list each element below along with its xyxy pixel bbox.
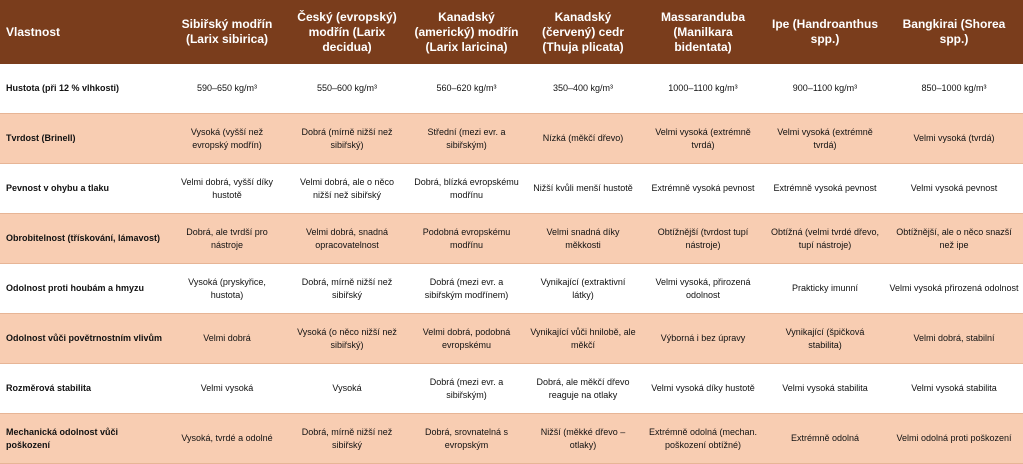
table-cell: Střední (mezi evr. a sibiřským) — [408, 114, 525, 164]
header-row — [0, 0, 1023, 64]
table-cell: Velmi dobrá, vyšší díky hustotě — [168, 164, 286, 214]
header-cell-red-cedar: Kanadský (červený) cedr (Thuja plicata) — [525, 0, 641, 64]
table-cell: Vysoká — [286, 364, 408, 414]
table-cell: Velmi dobrá, ale o něco nižší než sibiřský — [286, 164, 408, 214]
header-cell-european-larch: Český (evropský) modřín (Larix decidua) — [286, 0, 408, 64]
table-cell: Dobrá (mírně nižší než sibiřský) — [286, 114, 408, 164]
table-cell: Velmi vysoká díky hustotě — [641, 364, 765, 414]
table-cell: 550–600 kg/m³ — [286, 64, 408, 114]
table-cell: Vynikající vůči hnilobě, ale měkčí — [525, 314, 641, 364]
table-cell: Velmi snadná díky měkkosti — [525, 214, 641, 264]
table-cell: Vysoká (pryskyřice, hustota) — [168, 264, 286, 314]
table-cell: Velmi vysoká přirozená odolnost — [885, 264, 1023, 314]
table-cell: Velmi vysoká (extrémně tvrdá) — [641, 114, 765, 164]
table-row — [0, 414, 1023, 464]
table-cell: Velmi vysoká pevnost — [885, 164, 1023, 214]
table-cell: Vysoká (o něco nižší než sibiřský) — [286, 314, 408, 364]
table-cell: Dobrá (mezi evr. a sibiřským) — [408, 364, 525, 414]
table-cell: 1000–1100 kg/m³ — [641, 64, 765, 114]
row-property-label: Rozměrová stabilita — [0, 364, 168, 414]
row-property-label: Obrobitelnost (třískování, lámavost) — [0, 214, 168, 264]
table-cell: Velmi vysoká (extrémně tvrdá) — [765, 114, 885, 164]
table-cell: Extrémně odolná — [765, 414, 885, 464]
table-cell: Extrémně vysoká pevnost — [765, 164, 885, 214]
table-row — [0, 314, 1023, 364]
table-cell: Obtížnější (tvrdost tupí nástroje) — [641, 214, 765, 264]
table-cell: Vynikající (extraktivní látky) — [525, 264, 641, 314]
header-cell-bangkirai: Bangkirai (Shorea spp.) — [885, 0, 1023, 64]
table-cell: Prakticky imunní — [765, 264, 885, 314]
table-cell: Podobná evropskému modřínu — [408, 214, 525, 264]
table-cell: Vysoká, tvrdé a odolné — [168, 414, 286, 464]
table-cell: Velmi vysoká stabilita — [765, 364, 885, 414]
header-cell-american-larch: Kanadský (americký) modřín (Larix laricina) — [408, 0, 525, 64]
row-property-label: Mechanická odolnost vůči poškození — [0, 414, 168, 464]
table-cell: 590–650 kg/m³ — [168, 64, 286, 114]
table-cell: Velmi dobrá — [168, 314, 286, 364]
table-cell: Nižší kvůli menší hustotě — [525, 164, 641, 214]
row-property-label: Tvrdost (Brinell) — [0, 114, 168, 164]
table-cell: 900–1100 kg/m³ — [765, 64, 885, 114]
row-property-label: Hustota (při 12 % vlhkosti) — [0, 64, 168, 114]
table-cell: Dobrá, ale tvrdší pro nástroje — [168, 214, 286, 264]
table-row — [0, 364, 1023, 414]
row-property-label: Odolnost vůči povětrnostním vlivům — [0, 314, 168, 364]
header-cell-property: Vlastnost — [0, 0, 168, 64]
table-cell: Velmi vysoká (tvrdá) — [885, 114, 1023, 164]
table-cell: Velmi dobrá, snadná opracovatelnost — [286, 214, 408, 264]
table-cell: Vysoká (vyšší než evropský modřín) — [168, 114, 286, 164]
table-cell: Velmi vysoká stabilita — [885, 364, 1023, 414]
table-cell: Dobrá, blízká evropskému modřínu — [408, 164, 525, 214]
table-cell: Extrémně odolná (mechan. poškození obtížné) — [641, 414, 765, 464]
row-property-label: Pevnost v ohybu a tlaku — [0, 164, 168, 214]
table-cell: Dobrá (mezi evr. a sibiřským modřínem) — [408, 264, 525, 314]
row-property-label: Odolnost proti houbám a hmyzu — [0, 264, 168, 314]
table-row — [0, 114, 1023, 164]
table-cell: Velmi dobrá, stabilní — [885, 314, 1023, 364]
table-header — [0, 0, 1023, 64]
table-cell: Nižší (měkké dřevo – otlaky) — [525, 414, 641, 464]
table-cell: Dobrá, mírně nižší než sibiřský — [286, 414, 408, 464]
table-row — [0, 264, 1023, 314]
table-cell: 850–1000 kg/m³ — [885, 64, 1023, 114]
table-body — [0, 64, 1023, 464]
header-cell-massaranduba: Massaranduba (Manilkara bidentata) — [641, 0, 765, 64]
table-cell: Obtížnější, ale o něco snazší než ipe — [885, 214, 1023, 264]
table-row — [0, 64, 1023, 114]
header-cell-siberian-larch: Sibiřský modřín (Larix sibirica) — [168, 0, 286, 64]
table-cell: Extrémně vysoká pevnost — [641, 164, 765, 214]
table-cell: Velmi vysoká, přirozená odolnost — [641, 264, 765, 314]
table-cell: Vynikající (špičková stabilita) — [765, 314, 885, 364]
table-cell: Dobrá, srovnatelná s evropským — [408, 414, 525, 464]
table-cell: Nízká (měkčí dřevo) — [525, 114, 641, 164]
table-cell: Obtížná (velmi tvrdé dřevo, tupí nástroje) — [765, 214, 885, 264]
header-cell-ipe: Ipe (Handroanthus spp.) — [765, 0, 885, 64]
table-row — [0, 164, 1023, 214]
table-cell: Velmi vysoká — [168, 364, 286, 414]
table-cell: Velmi odolná proti poškození — [885, 414, 1023, 464]
table-cell: Dobrá, ale měkčí dřevo reaguje na otlaky — [525, 364, 641, 414]
table-cell: Velmi dobrá, podobná evropskému — [408, 314, 525, 364]
table-cell: Výborná i bez úpravy — [641, 314, 765, 364]
table-cell: 560–620 kg/m³ — [408, 64, 525, 114]
table-cell: 350–400 kg/m³ — [525, 64, 641, 114]
table-cell: Dobrá, mírně nižší než sibiřský — [286, 264, 408, 314]
table-row — [0, 214, 1023, 264]
